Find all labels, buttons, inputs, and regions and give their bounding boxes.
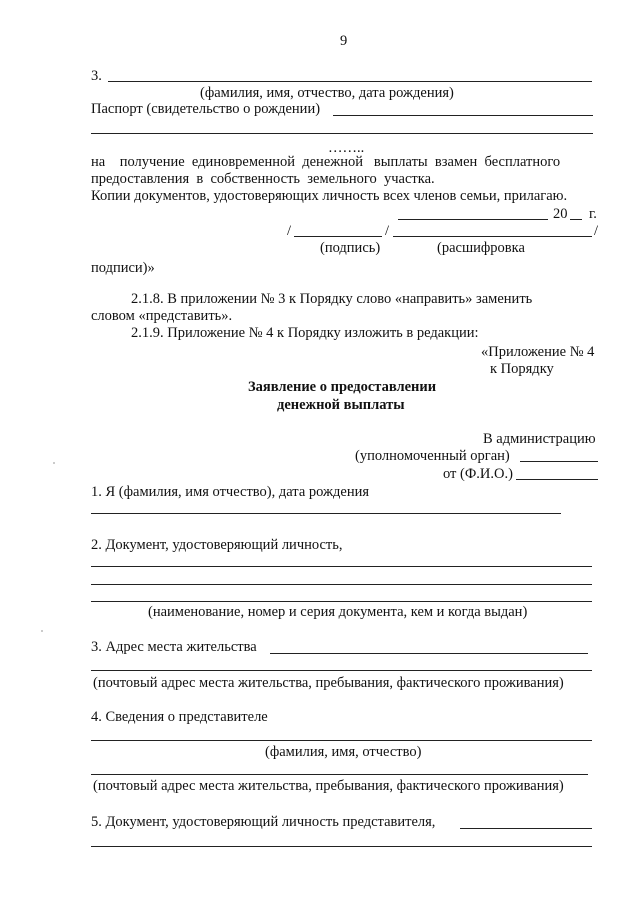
from-fio-line <box>516 479 598 480</box>
field-2-line-2[interactable] <box>91 584 592 585</box>
decoding-caption: (расшифровка <box>437 240 525 256</box>
slash-3: / <box>594 223 599 239</box>
field-2-label: 2. Документ, удостоверяющий личность, <box>91 537 343 553</box>
passport-label: Паспорт (свидетельство о рождении) <box>91 101 321 117</box>
signature-line <box>294 236 382 237</box>
scan-speck <box>53 462 55 464</box>
field-5-line-1[interactable] <box>460 828 592 829</box>
field-5-label: 5. Документ, удостоверяющий личность представителя, <box>91 814 436 830</box>
slash-1: / <box>287 223 292 239</box>
clause-2-1-8-line1: 2.1.8. В приложении № 3 к Порядку слово «направить» заменить <box>131 291 533 307</box>
date-line <box>398 219 548 220</box>
field-2-line-1[interactable] <box>91 566 592 567</box>
from-fio: от (Ф.И.О.) <box>443 466 513 482</box>
slash-2: / <box>385 223 390 239</box>
form-title-line1: Заявление о предоставлении <box>248 379 437 395</box>
field-2-caption: (наименование, номер и серия документа, кем и когда выдан) <box>148 604 528 620</box>
item-3-number: 3. <box>91 68 102 84</box>
field-2-line-3[interactable] <box>91 601 592 602</box>
signature-caption: (подпись) <box>320 240 381 256</box>
to-admin: В администрацию <box>483 431 596 447</box>
receipt-line-2: предоставления в собственность земельного участка. <box>91 171 435 187</box>
field-3-caption: (почтовый адрес места жительства, пребывания, фактического проживания) <box>93 675 564 691</box>
passport-line <box>333 115 593 116</box>
field-1-line[interactable] <box>91 513 561 514</box>
decoding-caption-cont: подписи)» <box>91 260 155 276</box>
field-4-line-1[interactable] <box>91 740 592 741</box>
form-title-line2: денежной выплаты <box>277 397 405 413</box>
field-4-label: 4. Сведения о представителе <box>91 709 268 725</box>
field-5-line-2[interactable] <box>91 846 592 847</box>
field-3-line-1[interactable] <box>270 653 588 654</box>
year-suffix: г. <box>589 206 597 222</box>
clause-2-1-9: 2.1.9. Приложение № 4 к Порядку изложить в редакции: <box>131 325 479 341</box>
appendix-line2: к Порядку <box>490 361 554 377</box>
authorized-body: (уполномоченный орган) <box>355 448 510 464</box>
field-4-caption-fio: (фамилия, имя, отчество) <box>265 744 422 760</box>
passport-line-2 <box>91 133 593 134</box>
decoding-line <box>393 236 592 237</box>
field-1-label: 1. Я (фамилия, имя отчество), дата рождения <box>91 484 370 500</box>
copies-text: Копии документов, удостоверяющих личность всех членов семьи, прилагаю. <box>91 188 568 204</box>
field-3-line-2[interactable] <box>91 670 592 671</box>
fio-line <box>108 81 592 82</box>
authorized-body-line <box>520 461 598 462</box>
field-4-caption-addr: (почтовый адрес места жительства, пребывания, фактического проживания) <box>93 778 564 794</box>
field-3-label: 3. Адрес места жительства <box>91 639 257 655</box>
year-20: 20 <box>553 206 568 222</box>
clause-2-1-8-line2: словом «представить». <box>91 308 233 324</box>
scan-speck <box>41 630 43 632</box>
appendix-line1: «Приложение № 4 <box>481 344 595 360</box>
ellipsis: …….. <box>328 140 365 156</box>
fio-caption: (фамилия, имя, отчество, дата рождения) <box>200 85 454 101</box>
page-number: 9 <box>340 33 348 49</box>
field-4-line-2[interactable] <box>91 774 588 775</box>
receipt-line-1: на получение единовременной денежной выплаты взамен бесплатного <box>91 154 561 170</box>
year-blank <box>570 219 582 220</box>
